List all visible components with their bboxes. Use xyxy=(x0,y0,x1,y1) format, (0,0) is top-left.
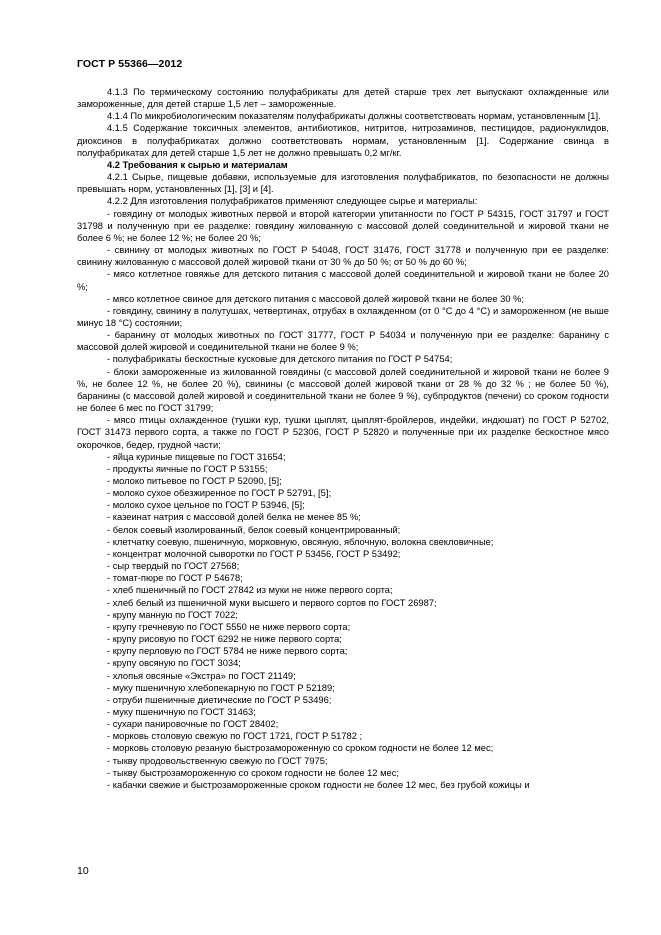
list-item: - сыр твердый по ГОСТ 27568; xyxy=(107,561,240,572)
list-item: - морковь столовую резаную быстрозамороженную со сроком годности не более 12 мес; xyxy=(107,743,494,754)
list-item: - мясо котлетное говяжье для детского питания с массовой долей соединительной и жировой ткани не более 20 %; xyxy=(77,269,609,292)
document-header: ГОСТ Р 55366—2012 xyxy=(77,58,183,70)
document-body xyxy=(77,86,609,791)
list-item: - яйца куриные пищевые по ГОСТ 31654; xyxy=(107,451,286,462)
list-item: - клетчатку соевую, пшеничную, морковную, овсяную, яблочную, волокна свекловичные; xyxy=(107,536,494,547)
list-item: - хлопья овсяные «Экстра» по ГОСТ 21149; xyxy=(107,670,296,681)
list-item: - крупу овсяную по ГОСТ 3034; xyxy=(107,658,241,669)
list-item: - крупу манную по ГОСТ 7022; xyxy=(107,609,238,620)
list-item: - казеинат натрия с массовой долей белка не менее 85 %; xyxy=(107,512,361,523)
list-item: - муку пшеничную по ГОСТ 31463; xyxy=(107,706,256,717)
list-item: - баранину от молодых животных по ГОСТ 31777, ГОСТ Р 54034 и полученную при ее разделке: баранину с массовой долей жировой и соединительной ткани не более 9 %; xyxy=(77,330,609,353)
list-item: - молоко питьевое по ГОСТ Р 52090, [5]; xyxy=(107,476,282,486)
list-item: - тыкву быстрозамороженную со сроком годности не более 12 мес; xyxy=(107,767,399,778)
paragraph-4-1-5: 4.1.5 Содержание токсичных элементов, антибиотиков, нитритов, нитрозаминов, пестицидов, радионуклидов, диоксинов в полуфабрикатах должно соответствовать нормам, установленным [1]. Содержание свинца в полуфабрикатах для детей старше 1,5 лет не должно превышать 0,2 мг/кг. xyxy=(77,123,609,158)
page-number: 10 xyxy=(77,865,89,877)
list-item: - свинину от молодых животных по ГОСТ Р 54048, ГОСТ 31476, ГОСТ 31778 и полученную при ее разделке: свинину жилованную с массовой долей жировой ткани от 30 % до 50 %; от 50 % до 60 %; xyxy=(77,245,609,268)
list-item: - мясо котлетное свиное для детского питания с массовой долей жировой ткани не более 30 %; xyxy=(107,293,525,304)
list-item: - сухари панировочные по ГОСТ 28402; xyxy=(107,719,279,730)
list-item: - томат-пюре по ГОСТ Р 54678; xyxy=(107,573,243,584)
paragraph-4-2-1: 4.2.1 Сырье, пищевые добавки, используемые для изготовления полуфабрикатов, по безопасности не должны превышать норм, установленных [1], [3] и [4]. xyxy=(77,172,609,195)
list-item: - концентрат молочной сыворотки по ГОСТ Р 53456, ГОСТ Р 53492; xyxy=(107,548,401,559)
paragraph-4-1-3: 4.1.3 По термическому состоянию полуфабрикаты для детей старше трех лет выпускают охлажденные или замороженные, для детей старше 1,5 лет – замороженные. xyxy=(77,87,609,110)
section-heading-4-2: 4.2 Требования к сырью и материалам xyxy=(107,159,288,170)
list-item: - говядину от молодых животных первой и второй категории упитанности по ГОСТ Р 54315, ГОСТ 31797 и ГОСТ 31798 и полученную при ее разделке: говядину жилованную с массовой долей соединительной и жировой ткани не более 6 %; не более 12 %; не более 20 %; xyxy=(77,208,609,243)
list-item: - хлеб пшеничный по ГОСТ 27842 из муки не ниже первого сорта; xyxy=(107,585,393,596)
list-item: - молоко сухое цельное по ГОСТ Р 53946, [5]; xyxy=(107,500,305,511)
list-item: - тыкву продовольственную свежую по ГОСТ 7975; xyxy=(107,755,328,766)
paragraph-4-1-4: 4.1.4 По микробиологическим показателям полуфабрикаты должны соответствовать нормам, установленным [1]. xyxy=(107,111,601,122)
list-item: - крупу перловую по ГОСТ 5784 не ниже первого сорта; xyxy=(107,646,348,657)
list-item: - кабачки свежие и быстрозамороженные сроком годности не более 12 мес, без грубой кожицы и xyxy=(107,779,530,790)
paragraph-4-2-2: 4.2.2 Для изготовления полуфабрикатов применяют следующее сырье и материалы: xyxy=(107,196,478,207)
list-item: - крупу рисовую по ГОСТ 6292 не ниже первого сорта; xyxy=(107,634,342,645)
list-item: - отруби пшеничные диетические по ГОСТ Р 53496; xyxy=(107,694,332,705)
list-item: - говядину, свинину в полутушах, четвертинах, отрубах в охлажденном (от 0 °С до 4 °С) и замороженном (не выше минус 18 °С) состоянии; xyxy=(77,305,609,328)
list-item: - полуфабрикаты бескостные кусковые для детского питания по ГОСТ Р 54754; xyxy=(107,354,453,365)
list-item: - белок соевый изолированный, белок соевый концентрированный; xyxy=(107,524,401,535)
list-item: - морковь столовую свежую по ГОСТ 1721, ГОСТ Р 51782 ; xyxy=(107,731,363,742)
list-item: - молоко сухое обезжиренное по ГОСТ Р 52791, [5]; xyxy=(107,488,332,499)
list-item: - мясо птицы охлажденное (тушки кур, тушки цыплят, цыплят-бройлеров, индейки, индюшат) по ГОСТ Р 52702, ГОСТ 31473 первого сорта, а также по ГОСТ Р 52306, ГОСТ Р 52820 и полученные при их разделке бескостное мясо окорочков, бедер, грудной части; xyxy=(77,415,609,450)
list-item: - хлеб белый из пшеничной муки высшего и первого сортов по ГОСТ 26987; xyxy=(107,597,437,608)
list-item: - крупу гречневую по ГОСТ 5550 не ниже первого сорта; xyxy=(107,621,351,632)
list-item: - продукты яичные по ГОСТ Р 53155; xyxy=(107,463,268,474)
list-item: - муку пшеничную хлебопекарную по ГОСТ Р 52189; xyxy=(107,682,335,693)
list-item: - блоки замороженные из жилованной говядины (с массовой долей соединительной и жировой ткани не более 9 %, не более 12 %, не более 20 %), свинины (с массовой долей жировой ткани от 28 % до 32 % ; не более 50 %), баранины (с массовой долей жировой и соединительной ткани не более 9 %), субпродуктов (печени) со сроком годности не более 6 мес по ГОСТ 31799; xyxy=(77,366,609,414)
